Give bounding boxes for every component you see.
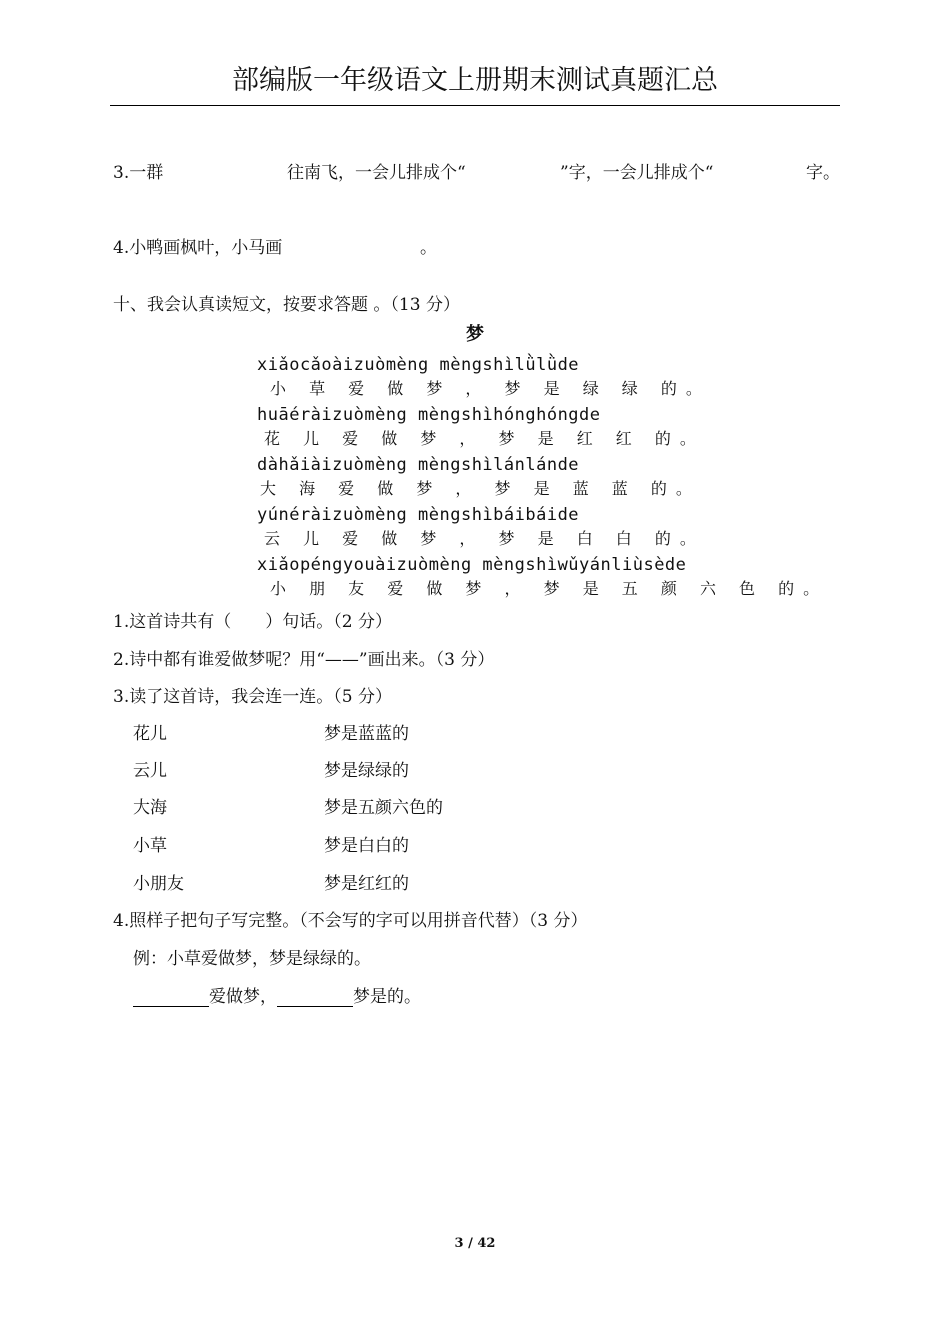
item3-part2: 往南飞，一会儿排成个“ [287,163,466,183]
item4-part2: 。 [420,238,437,258]
poem-pinyin-4: yúnéràizuòmèng mèngshìbáibáide [257,505,580,525]
poem-hanzi-1: 小 草 爱 做 梦 ， 梦 是 绿 绿 的。 [270,379,711,398]
match-left-item: 小朋友 [133,874,184,894]
match-right-item: 梦是红红的 [324,874,409,894]
section10-heading: 十、我会认真读短文，按要求答题 。（13 分） [113,295,460,315]
question-4: 4.照样子把句子写完整。（不会写的字可以用拼音代替）（3 分） [113,911,588,931]
item3-part1: 3.一群 [113,163,164,183]
answer-blank-1[interactable] [133,988,209,1007]
fill-sentence [133,982,421,1007]
match-right-item: 梦是五颜六色的 [324,798,443,818]
poem-hanzi-5: 小 朋 友 爱 做 梦 ， 梦 是 五 颜 六 色 的。 [270,579,829,598]
item4-part1: 4.小鸭画枫叶，小马画 [113,238,283,258]
match-left-item: 云儿 [133,761,167,781]
page-number: 3 / 42 [454,1236,496,1251]
answer-blank-2[interactable] [277,988,353,1007]
match-right-item: 梦是白白的 [324,836,409,856]
match-left-item: 小草 [133,836,167,856]
item3-part4: 字。 [806,163,840,183]
poem-hanzi-4: 云 儿 爱 做 梦 ， 梦 是 白 白 的。 [264,529,705,548]
header-divider [110,105,840,106]
fill-text-1: 爱做梦， [209,987,277,1007]
match-right-item: 梦是蓝蓝的 [324,724,409,744]
page-title: 部编版一年级语文上册期末测试真题汇总 [232,65,718,96]
example-sentence: 例：小草爱做梦，梦是绿绿的。 [133,949,371,969]
poem-pinyin-2: huāéràizuòmèng mèngshìhónghóngde [257,405,601,425]
poem-hanzi-2: 花 儿 爱 做 梦 ， 梦 是 红 红 的。 [264,429,705,448]
poem-title: 梦 [466,324,484,345]
poem-pinyin-5: xiǎopéngyouàizuòmèng mèngshìwǔyánliùsède [257,555,687,575]
question-3: 3.读了这首诗，我会连一连。（5 分） [113,687,392,707]
item3-part3: ”字，一会儿排成个“ [560,163,714,183]
poem-pinyin-3: dàhǎiàizuòmèng mèngshìlánlánde [257,455,580,475]
fill-text-2: 梦是的。 [353,987,421,1007]
match-right-item: 梦是绿绿的 [324,761,409,781]
question-1: 1.这首诗共有（ ）句话。（2 分） [113,612,392,632]
poem-pinyin-1: xiǎocǎoàizuòmèng mèngshìlǜlǜde [257,355,580,375]
match-left-item: 花儿 [133,724,167,744]
question-2: 2.诗中都有谁爱做梦呢？用“——”画出来。（3 分） [113,650,495,670]
match-left-item: 大海 [133,798,167,818]
poem-hanzi-3: 大 海 爱 做 梦 ， 梦 是 蓝 蓝 的。 [260,479,701,498]
